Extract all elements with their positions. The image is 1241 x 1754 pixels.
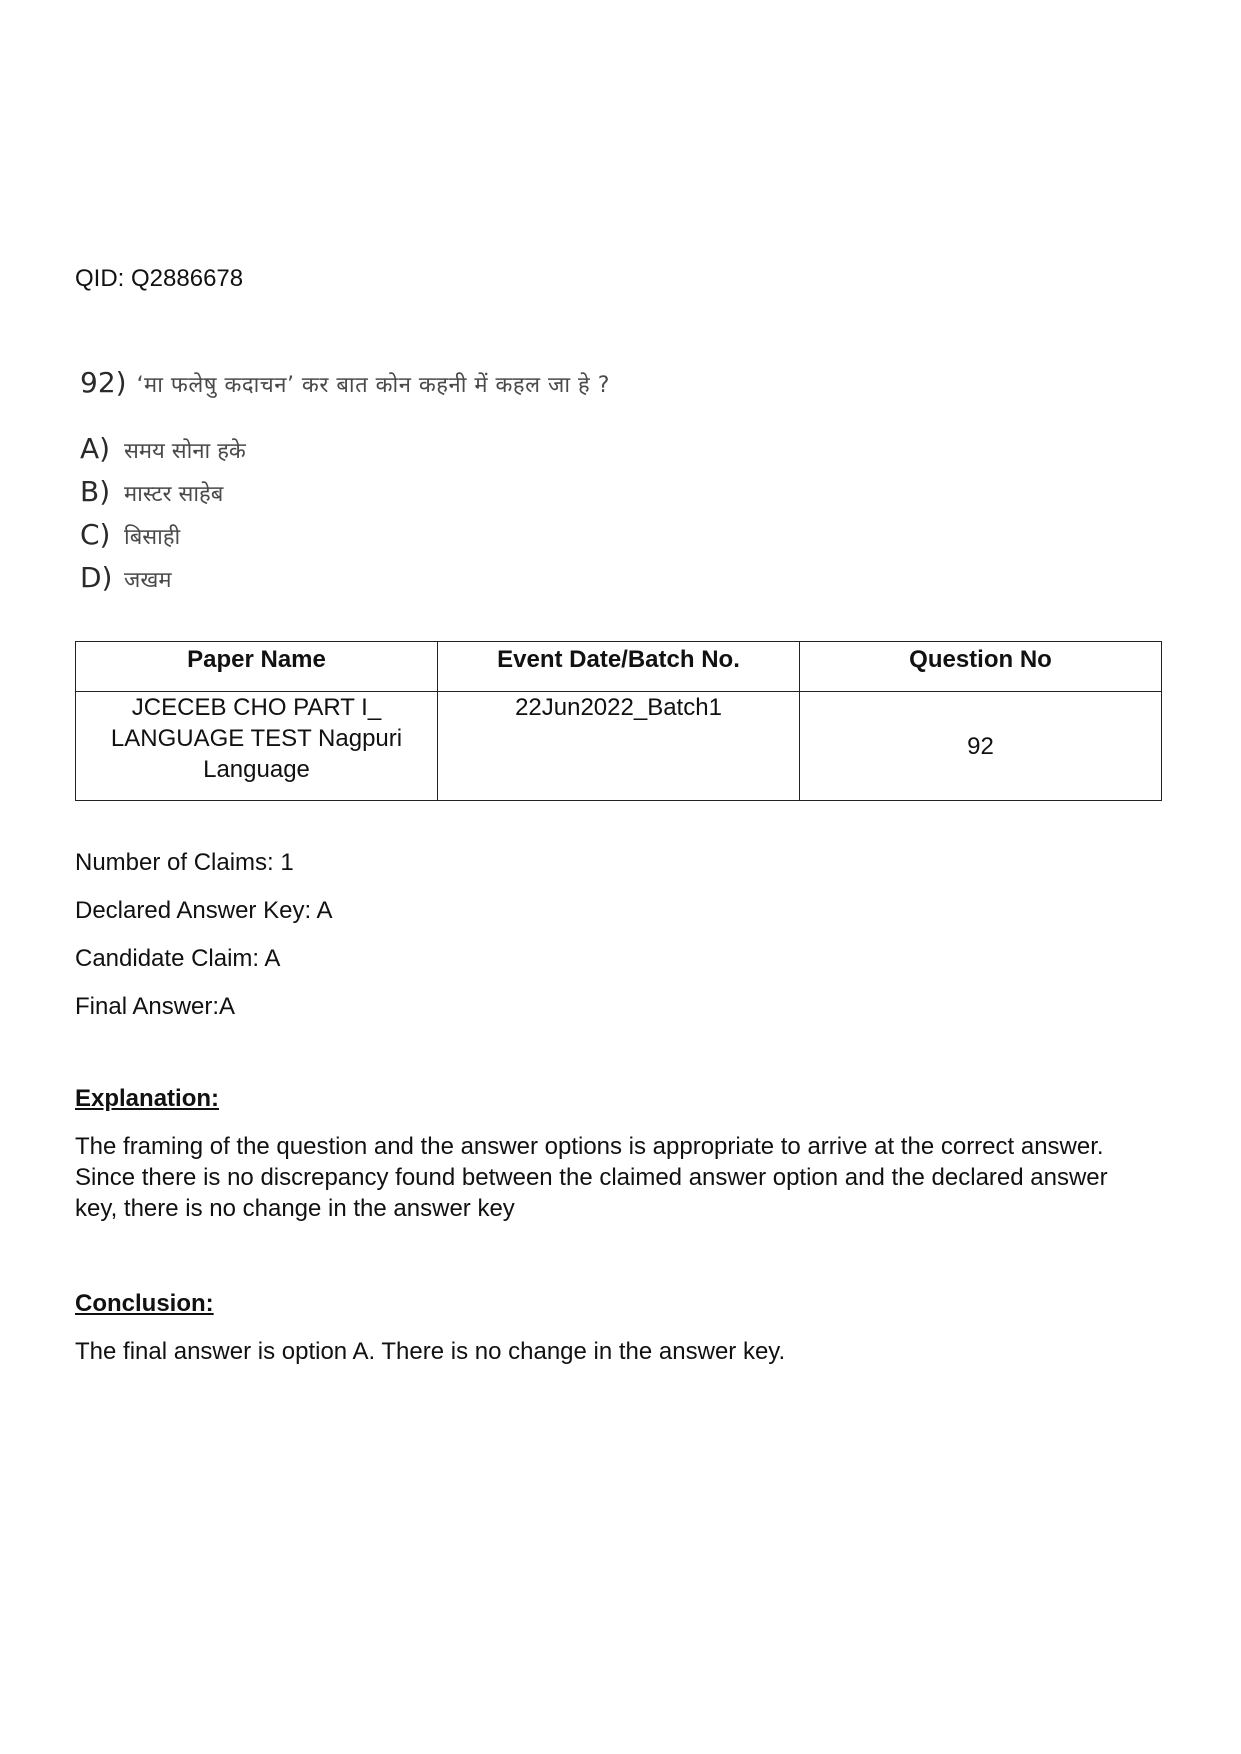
option-letter: A) xyxy=(80,432,111,465)
option-text: समय सोना हके xyxy=(124,439,246,464)
conclusion-text: The final answer is option A. There is no change in the answer key. xyxy=(75,1338,786,1365)
cell-event-date: 22Jun2022_Batch1 xyxy=(438,692,800,801)
table-row xyxy=(76,692,1162,801)
header-paper-name: Paper Name xyxy=(76,642,438,692)
option-b xyxy=(80,475,980,518)
table-header-row xyxy=(76,642,1162,692)
option-d xyxy=(80,561,980,604)
cell-paper-name xyxy=(76,692,438,801)
qid-label: QID: Q2886678 xyxy=(75,265,244,292)
final-answer: Final Answer:A xyxy=(75,993,236,1020)
explanation-body xyxy=(75,1131,1175,1224)
option-text: बिसाही xyxy=(124,525,181,550)
paper-name-line: LANGUAGE TEST Nagpuri xyxy=(110,725,403,752)
explanation-line: The framing of the question and the answer options is appropriate to arrive at the correct answer. xyxy=(75,1133,1104,1160)
declared-answer-key: Declared Answer Key: A xyxy=(75,897,333,924)
option-text: जखम xyxy=(124,568,172,593)
cell-question-no: 92 xyxy=(800,692,1162,801)
option-letter: B) xyxy=(80,475,111,508)
explanation-heading: Explanation: xyxy=(75,1085,220,1112)
question-block xyxy=(80,366,980,604)
paper-name-line: JCECEB CHO PART I_ xyxy=(131,694,382,721)
explanation-line: key, there is no change in the answer key xyxy=(75,1195,515,1222)
options-list xyxy=(80,432,980,604)
question-line xyxy=(80,366,980,410)
paper-info-table xyxy=(75,641,1162,801)
option-letter: D) xyxy=(80,561,113,594)
question-text: ‘मा फलेषु कदाचन’ कर बात कोन कहनी में कहल जा हे ? xyxy=(136,373,610,398)
candidate-claim: Candidate Claim: A xyxy=(75,945,281,972)
header-event-date: Event Date/Batch No. xyxy=(438,642,800,692)
header-question-no: Question No xyxy=(800,642,1162,692)
option-a xyxy=(80,432,980,475)
conclusion-heading: Conclusion: xyxy=(75,1290,214,1317)
option-c xyxy=(80,518,980,561)
paper-name-line: Language xyxy=(203,756,310,783)
claims-block xyxy=(75,848,332,1040)
option-letter: C) xyxy=(80,518,111,551)
explanation-line: Since there is no discrepancy found between the claimed answer option and the declared answer xyxy=(75,1164,1108,1191)
number-of-claims: Number of Claims: 1 xyxy=(75,849,294,876)
option-text: मास्टर साहेब xyxy=(124,482,224,507)
question-number: 92) xyxy=(80,366,127,399)
